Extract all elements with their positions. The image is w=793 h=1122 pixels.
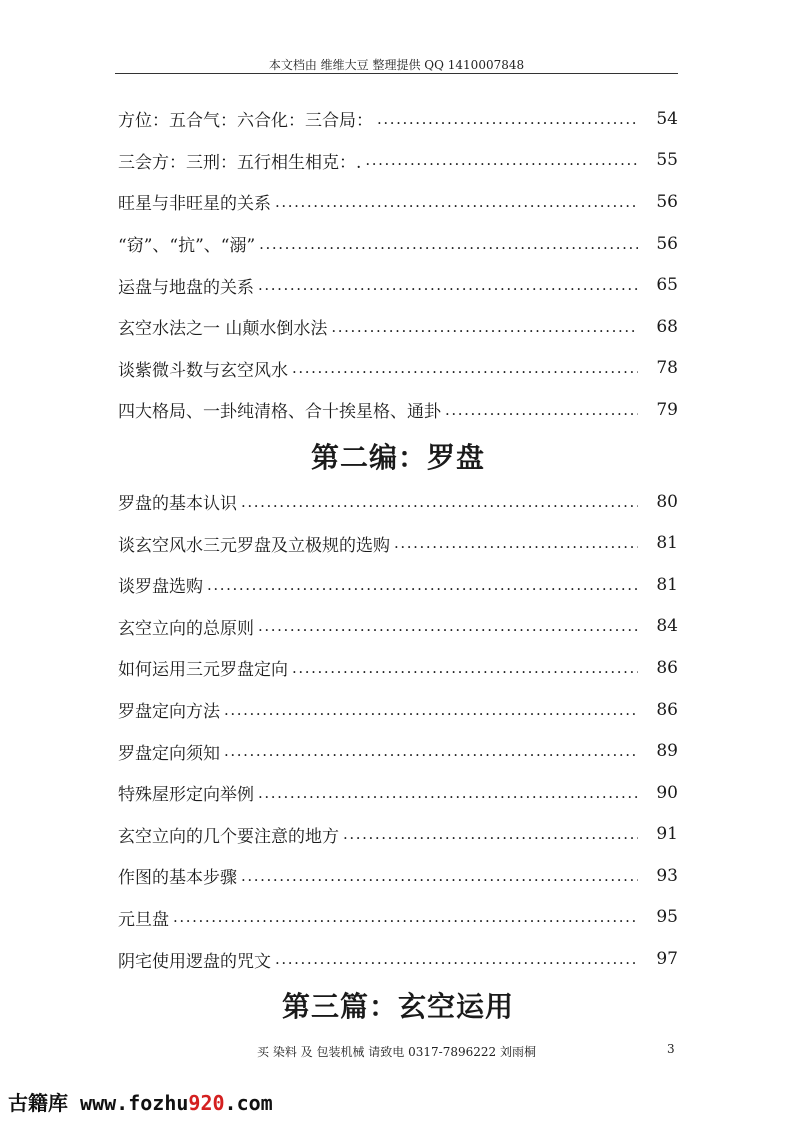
- toc-entry[interactable]: [118, 897, 678, 939]
- header-rule: [115, 73, 678, 74]
- toc-entry-title: 元旦盘: [118, 909, 169, 930]
- toc-entry-page: 80: [656, 491, 678, 512]
- toc-entry[interactable]: [118, 348, 678, 390]
- dot-leader: [292, 359, 638, 377]
- dot-leader: [207, 576, 638, 594]
- toc-entry[interactable]: [118, 814, 678, 856]
- toc-entry-title: 罗盘定向须知: [118, 743, 220, 764]
- toc-part-1: [118, 98, 678, 431]
- toc-entry-title: 罗盘的基本认识: [118, 494, 237, 515]
- toc-entry-page: 68: [656, 316, 678, 337]
- toc-entry-title: 玄空立向的总原则: [118, 618, 254, 639]
- toc-entry-title: 玄空水法之一 山颠水倒水法: [118, 319, 328, 340]
- watermark-suffix: .com: [224, 1091, 273, 1115]
- toc-entry-page: 93: [656, 865, 678, 886]
- dot-leader: [258, 784, 638, 802]
- dot-leader: [224, 742, 638, 760]
- toc-entry-title: 阴宅使用逻盘的咒文: [118, 951, 271, 972]
- toc-entry-title: 谈玄空风水三元罗盘及立极规的选购: [118, 535, 390, 556]
- toc-entry-title: 特殊屋形定向举例: [118, 785, 254, 806]
- watermark-accent: 920: [188, 1091, 225, 1115]
- toc-entry[interactable]: [118, 689, 678, 731]
- toc-entry-title: 如何运用三元罗盘定向: [118, 660, 288, 681]
- toc-entry-page: 97: [656, 949, 678, 970]
- toc-entry[interactable]: [118, 730, 678, 772]
- section-heading-3: 第三篇：玄空运用: [281, 989, 514, 1023]
- dot-leader: [343, 825, 638, 843]
- toc-entry-title: 作图的基本步骤: [118, 868, 237, 889]
- toc-entry[interactable]: [118, 264, 678, 306]
- dot-leader: [292, 659, 638, 677]
- toc-entry-title: 四大格局、一卦纯清格、合十挨星格、通卦: [118, 402, 441, 423]
- toc-entry-title: 罗盘定向方法: [118, 702, 220, 723]
- toc-entry-page: 81: [656, 574, 678, 595]
- toc-entry[interactable]: [118, 606, 678, 648]
- dot-leader: [377, 110, 638, 128]
- toc-entry[interactable]: [118, 564, 678, 606]
- page-header: 本文档由 维维大豆 整理提供 QQ 1410007848: [268, 58, 525, 72]
- dot-leader: [365, 151, 638, 169]
- page-number: 3: [667, 1042, 675, 1056]
- toc-entry-title: 谈罗盘选购: [118, 577, 203, 598]
- dot-leader: [394, 534, 638, 552]
- site-watermark: [8, 1087, 273, 1116]
- dot-leader: [258, 276, 638, 294]
- toc-entry[interactable]: [118, 481, 678, 523]
- toc-entry-title: 方位：五合气：六合化：三合局：: [118, 111, 373, 132]
- toc-entry-page: 54: [656, 108, 678, 129]
- dot-leader: [275, 193, 638, 211]
- toc-entry-page: 81: [656, 533, 678, 554]
- dot-leader: [241, 867, 638, 885]
- toc-entry-page: 84: [656, 616, 678, 637]
- dot-leader: [224, 701, 638, 719]
- toc-entry-title: “窃”、“抗”、“溺”: [118, 236, 256, 257]
- toc-entry-page: 55: [656, 150, 678, 171]
- toc-entry-page: 78: [656, 358, 678, 379]
- toc-entry-page: 91: [656, 824, 678, 845]
- toc-entry-page: 95: [656, 907, 678, 928]
- dot-leader: [275, 950, 638, 968]
- toc-entry[interactable]: [118, 855, 678, 897]
- toc-entry[interactable]: [118, 223, 678, 265]
- dot-leader: [259, 235, 638, 253]
- toc-entry-page: 79: [656, 399, 678, 420]
- toc-entry[interactable]: [118, 389, 678, 431]
- dot-leader: [331, 318, 638, 336]
- section-heading-2: 第二编：罗盘: [310, 440, 485, 474]
- dot-leader: [445, 401, 638, 419]
- toc-part-2: [118, 481, 678, 980]
- dot-leader: [258, 617, 638, 635]
- toc-entry-page: 56: [656, 191, 678, 212]
- toc-entry-title: 三会方：三刑：五行相生相克：.: [118, 152, 362, 173]
- toc-entry-title: 旺星与非旺星的关系: [118, 194, 271, 215]
- table-of-contents: [118, 98, 678, 1030]
- toc-entry-page: 90: [656, 782, 678, 803]
- dot-leader: [241, 493, 638, 511]
- toc-entry[interactable]: [118, 522, 678, 564]
- toc-entry-title: 运盘与地盘的关系: [118, 277, 254, 298]
- page-footer: 买 染料 及 包装机械 请致电 0317-7896222 刘雨桐: [257, 1045, 536, 1059]
- toc-entry-title: 玄空立向的几个要注意的地方: [118, 826, 339, 847]
- toc-entry-page: 89: [656, 741, 678, 762]
- toc-entry[interactable]: [118, 938, 678, 980]
- toc-entry[interactable]: [118, 306, 678, 348]
- toc-entry[interactable]: [118, 772, 678, 814]
- toc-entry[interactable]: [118, 98, 678, 140]
- toc-entry-page: 86: [656, 657, 678, 678]
- toc-entry-title: 谈紫微斗数与玄空风水: [118, 360, 288, 381]
- toc-entry-page: 56: [656, 233, 678, 254]
- toc-entry-page: 86: [656, 699, 678, 720]
- toc-entry-page: 65: [656, 275, 678, 296]
- toc-entry[interactable]: [118, 647, 678, 689]
- toc-entry[interactable]: [118, 140, 678, 182]
- watermark-prefix: 古籍库 www.fozhu: [8, 1091, 189, 1115]
- dot-leader: [173, 908, 638, 926]
- toc-entry[interactable]: [118, 181, 678, 223]
